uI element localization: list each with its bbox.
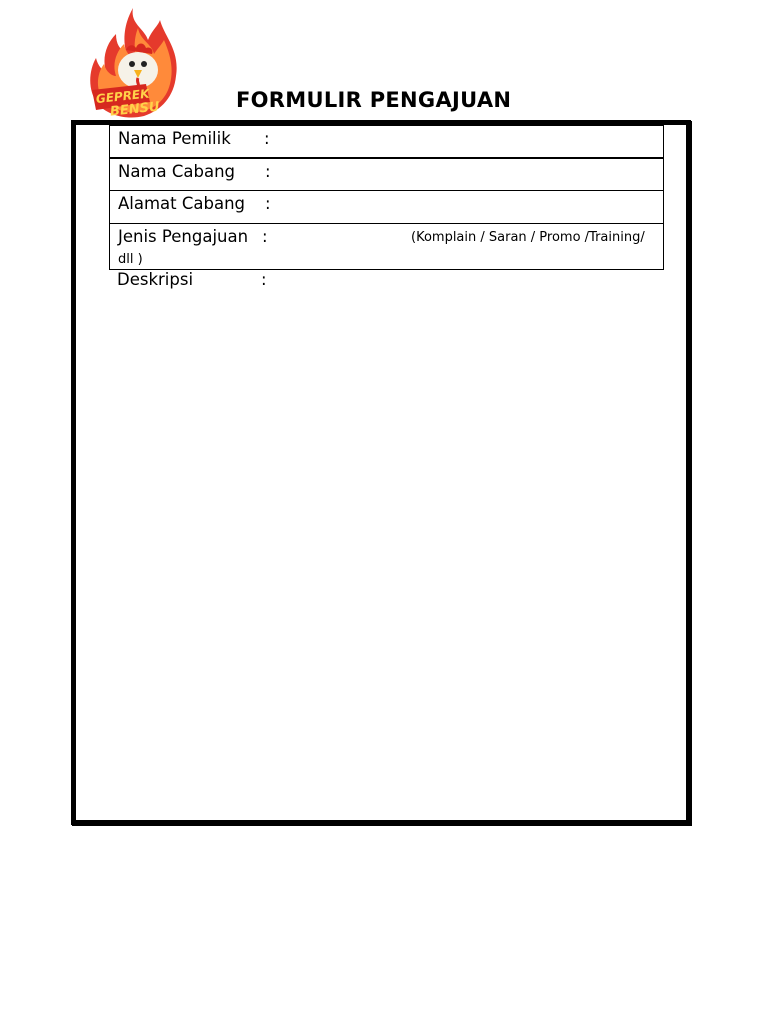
field-row-branch-name[interactable] bbox=[109, 159, 664, 191]
field-row-submission-type[interactable] bbox=[109, 224, 664, 270]
field-label-branch-address: Alamat Cabang bbox=[118, 194, 246, 213]
field-row-owner-name[interactable] bbox=[109, 125, 664, 159]
field-label-branch-name: Nama Cabang bbox=[118, 162, 236, 181]
submission-type-hint: (Komplain / Saran / Promo /Training/ bbox=[411, 230, 645, 245]
field-label-description: Deskripsi bbox=[117, 270, 194, 289]
field-colon: : bbox=[262, 227, 268, 246]
field-description[interactable] bbox=[117, 270, 267, 289]
geprek-bensu-logo bbox=[86, 6, 182, 120]
field-row-branch-address[interactable] bbox=[109, 191, 664, 224]
field-colon: : bbox=[261, 270, 267, 289]
field-label-submission-type: Jenis Pengajuan bbox=[118, 227, 249, 246]
field-colon: : bbox=[265, 162, 271, 181]
svg-text:GEPREK: GEPREK bbox=[95, 86, 151, 107]
field-colon: : bbox=[264, 129, 270, 148]
form-fields-table bbox=[109, 125, 664, 270]
submission-type-hint-cont: dll ) bbox=[118, 252, 143, 267]
svg-text:BENSU: BENSU bbox=[109, 99, 161, 120]
field-colon: : bbox=[265, 194, 271, 213]
field-label-owner-name: Nama Pemilik bbox=[118, 129, 231, 148]
form-title: FORMULIR PENGAJUAN bbox=[236, 88, 512, 112]
